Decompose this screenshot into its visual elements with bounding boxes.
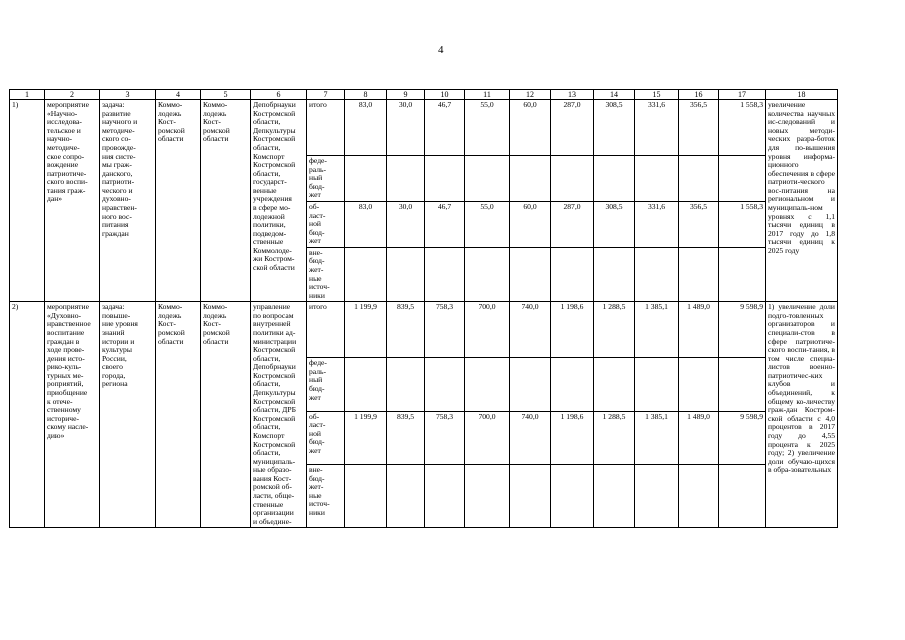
value-cell: 331,6 xyxy=(635,100,679,156)
header-cell: 11 xyxy=(465,90,510,100)
value-cell: 55,0 xyxy=(465,201,510,247)
header-cell: 17 xyxy=(719,90,766,100)
empty-cell xyxy=(594,156,635,202)
empty-cell xyxy=(551,156,594,202)
empty-cell xyxy=(719,464,766,527)
empty-cell xyxy=(551,464,594,527)
value-cell: 700,0 xyxy=(465,411,510,464)
header-cell: 12 xyxy=(510,90,551,100)
value-total-cell: 1 558,3 xyxy=(719,100,766,156)
value-cell: 308,5 xyxy=(594,201,635,247)
funding-source-extrabudget: вне- бюд- жет- ные источ- ники xyxy=(307,247,345,301)
funding-source-federal: феде- раль- ный бюд- жет xyxy=(307,358,345,411)
participant-cell: Коммо- лодежь Кост- ромской области xyxy=(201,302,251,528)
funding-source-regional: об- ласт- ной бюд- жет xyxy=(307,411,345,464)
result-cell: увеличение количества научных ис-следований и новых методи-ческих разра-боток для по-вышения уровня информа-ционного обеспечения в сфере патриоти-ческого вос-питания на региональном и муниципаль-ном уровнях с 1,1 тысячи единиц в 2017 году до 1,8 тысячи единиц к 2025 году xyxy=(766,100,838,302)
empty-cell xyxy=(345,247,387,301)
value-cell: 46,7 xyxy=(425,201,465,247)
empty-cell xyxy=(465,156,510,202)
empty-cell xyxy=(425,247,465,301)
header-cell: 9 xyxy=(387,90,425,100)
empty-cell xyxy=(465,464,510,527)
empty-cell xyxy=(679,156,719,202)
empty-cell xyxy=(719,247,766,301)
table-body xyxy=(10,90,838,528)
row-number: 2) xyxy=(10,302,45,528)
empty-cell xyxy=(635,156,679,202)
executors-cell: управление по вопросам внутренней политики ад- министрации Костромской области, Депобрнауки Костромской области, Депкультуры Костромской области, ДРБ Костромской области, Комспорт Костромской области, муниципаль- ные образо- вания Кост- ромской об- ласти, обще- ственные организации и объедине- xyxy=(251,302,307,528)
value-cell: 1 198,6 xyxy=(551,302,594,358)
value-cell: 1 198,6 xyxy=(551,411,594,464)
empty-cell xyxy=(594,247,635,301)
page-number: 4 xyxy=(438,44,444,56)
header-cell: 2 xyxy=(45,90,100,100)
value-total-cell: 9 598,9 xyxy=(719,411,766,464)
row-number: 1) xyxy=(10,100,45,302)
empty-cell xyxy=(551,358,594,411)
header-cell: 7 xyxy=(307,90,345,100)
program-table xyxy=(9,89,838,528)
empty-cell xyxy=(594,358,635,411)
task-cell: задача: развитие научного и методиче- ского со- провожде- ния систе- мы граж- данского, патриоти- ческого и духовно- нравствен- ного вос- питания граждан xyxy=(100,100,156,302)
header-cell: 5 xyxy=(201,90,251,100)
empty-cell xyxy=(594,464,635,527)
value-cell: 287,0 xyxy=(551,201,594,247)
empty-cell xyxy=(465,358,510,411)
empty-cell xyxy=(425,358,465,411)
empty-cell xyxy=(510,156,551,202)
header-cell: 4 xyxy=(156,90,201,100)
coordinator-cell: Коммо- лодежь Кост- ромской области xyxy=(156,100,201,302)
value-total-cell: 9 598,9 xyxy=(719,302,766,358)
header-cell: 8 xyxy=(345,90,387,100)
empty-cell xyxy=(719,358,766,411)
value-cell: 308,5 xyxy=(594,100,635,156)
value-cell: 83,0 xyxy=(345,100,387,156)
empty-cell xyxy=(635,358,679,411)
empty-cell xyxy=(679,464,719,527)
empty-cell xyxy=(425,464,465,527)
executors-cell: Депобрнауки Костромской области, Депкультуры Костромской области, Комспорт Костромской области, государст- венные учреждения в сфере мо- лодежной политики, подведом- ственные Коммолоде- жи Костром- ской области xyxy=(251,100,307,302)
empty-cell xyxy=(425,156,465,202)
value-cell: 55,0 xyxy=(465,100,510,156)
value-cell: 1 489,0 xyxy=(679,302,719,358)
empty-cell xyxy=(719,156,766,202)
empty-cell xyxy=(387,247,425,301)
empty-cell xyxy=(345,358,387,411)
header-cell: 3 xyxy=(100,90,156,100)
empty-cell xyxy=(387,358,425,411)
empty-cell xyxy=(679,358,719,411)
value-cell: 331,6 xyxy=(635,201,679,247)
value-cell: 46,7 xyxy=(425,100,465,156)
value-cell: 1 385,1 xyxy=(635,302,679,358)
empty-cell xyxy=(551,247,594,301)
header-cell: 15 xyxy=(635,90,679,100)
result-cell: 1) увеличение доли подго-товленных организаторов и специали-стов в сфере патриотиче-ского воспи-тания, в том числе специа-листов военно-патриотичес-ких клубов и объединений, к общему ко-личеству граж-дан Костром-ской области с 4,0 процентов в 2017 году до 4,55 процента к 2025 году; 2) увеличение доли обучаю-щихся в обра-зовательных xyxy=(766,302,838,528)
value-cell: 740,0 xyxy=(510,302,551,358)
value-cell: 60,0 xyxy=(510,100,551,156)
header-cell: 13 xyxy=(551,90,594,100)
value-total-cell: 1 558,3 xyxy=(719,201,766,247)
funding-source-total: итого xyxy=(307,302,345,358)
empty-cell xyxy=(387,464,425,527)
value-cell: 839,5 xyxy=(387,411,425,464)
value-cell: 1 288,5 xyxy=(594,302,635,358)
header-cell: 10 xyxy=(425,90,465,100)
header-row xyxy=(10,90,838,100)
header-cell: 16 xyxy=(679,90,719,100)
header-cell: 6 xyxy=(251,90,307,100)
empty-cell xyxy=(465,247,510,301)
funding-source-extrabudget: вне- бюд- жет- ные источ- ники xyxy=(307,464,345,527)
value-cell: 83,0 xyxy=(345,201,387,247)
value-cell: 356,5 xyxy=(679,201,719,247)
empty-cell xyxy=(635,464,679,527)
empty-cell xyxy=(387,156,425,202)
header-cell: 18 xyxy=(766,90,838,100)
value-cell: 740,0 xyxy=(510,411,551,464)
value-cell: 1 199,9 xyxy=(345,411,387,464)
value-cell: 700,0 xyxy=(465,302,510,358)
value-cell: 30,0 xyxy=(387,100,425,156)
funding-source-total: итого xyxy=(307,100,345,156)
empty-cell xyxy=(510,464,551,527)
empty-cell xyxy=(345,156,387,202)
event-name-cell: мероприятие «Научно- исследова- тельское и научно- методиче- ское сопро- вождение патриотиче- ского воспи- тания граж- дан» xyxy=(45,100,100,302)
table-row xyxy=(10,302,838,358)
value-cell: 1 288,5 xyxy=(594,411,635,464)
event-name-cell: мероприятие «Духовно- нравственное воспитание граждан в ходе прове- дения исто- рико-куль- турных ме- роприятий, приобщение к отече- ственному историче- скому насле- дию» xyxy=(45,302,100,528)
header-cell: 1 xyxy=(10,90,45,100)
value-cell: 1 385,1 xyxy=(635,411,679,464)
value-cell: 356,5 xyxy=(679,100,719,156)
value-cell: 30,0 xyxy=(387,201,425,247)
value-cell: 1 199,9 xyxy=(345,302,387,358)
value-cell: 1 489,0 xyxy=(679,411,719,464)
funding-source-federal: феде- раль- ный бюд- жет xyxy=(307,156,345,202)
empty-cell xyxy=(679,247,719,301)
empty-cell xyxy=(510,247,551,301)
funding-source-regional: об- ласт- ной бюд- жет xyxy=(307,201,345,247)
table-row xyxy=(10,100,838,156)
value-cell: 758,3 xyxy=(425,411,465,464)
header-cell: 14 xyxy=(594,90,635,100)
value-cell: 839,5 xyxy=(387,302,425,358)
value-cell: 758,3 xyxy=(425,302,465,358)
task-cell: задача: повыше- ние уровня знаний истории и культуры России, своего города, региона xyxy=(100,302,156,528)
empty-cell xyxy=(510,358,551,411)
empty-cell xyxy=(345,464,387,527)
participant-cell: Коммо- лодежь Кост- ромской области xyxy=(201,100,251,302)
value-cell: 287,0 xyxy=(551,100,594,156)
empty-cell xyxy=(635,247,679,301)
coordinator-cell: Коммо- лодежь Кост- ромской области xyxy=(156,302,201,528)
value-cell: 60,0 xyxy=(510,201,551,247)
